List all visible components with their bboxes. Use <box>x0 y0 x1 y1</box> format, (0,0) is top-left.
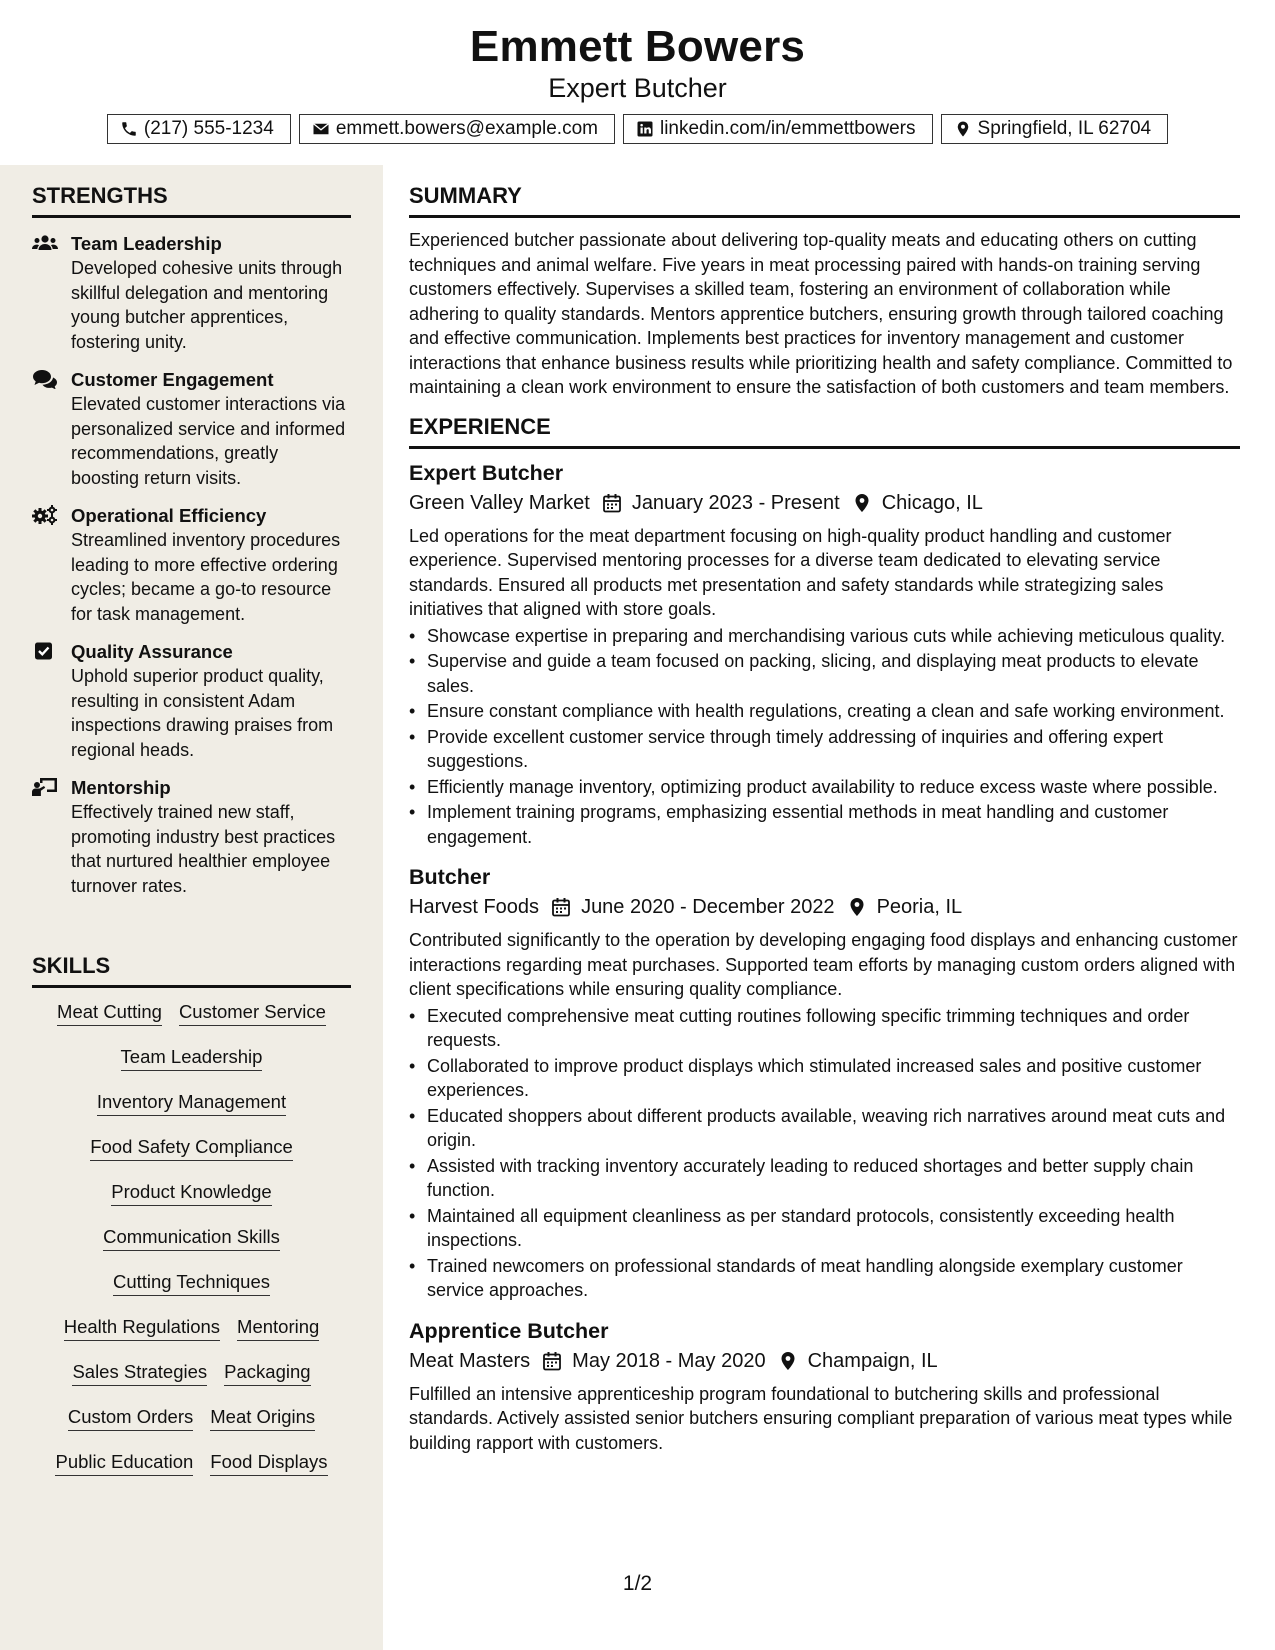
job-company: Meat Masters <box>409 1349 531 1372</box>
comments-icon <box>32 369 58 389</box>
job-bullet: • Implement training programs, emphasizing essential methods in meat handling and customer engagement. <box>409 800 1240 849</box>
job-bullet: • Assisted with tracking inventory accurately leading to reduced shortages and better supply chain function. <box>409 1154 1240 1203</box>
job-bullet: • Supervise and guide a team focused on packing, slicing, and displaying meat products to elevate sales. <box>409 649 1240 698</box>
skill-tag: Meat Cutting <box>57 1000 162 1026</box>
map-pin-icon <box>778 1351 798 1371</box>
skill-row <box>32 1450 351 1495</box>
strength-desc: Elevated customer interactions via personalized service and informed recommendations, greatly boosting return visits. <box>71 394 346 488</box>
contact-bar <box>0 114 1275 144</box>
gears-icon <box>32 505 58 525</box>
job-meta <box>409 1346 1240 1376</box>
page-number: 1/2 <box>622 1572 653 1595</box>
job-description: Led operations for the meat department focusing on high-quality product handling and customer experience. Supervised mentoring processes for a diverse team dedicated to elevating service standards. Ensured all products met presentation and safety standards while strategizing sales initiatives that aligned with store goals. <box>409 525 1172 619</box>
calendar-icon <box>551 897 571 917</box>
job-meta <box>409 488 1240 518</box>
phone-icon <box>120 120 138 138</box>
job-title: Butcher <box>409 865 491 889</box>
skill-row <box>32 1270 351 1315</box>
skill-row <box>32 1090 351 1135</box>
skill-tag: Packaging <box>224 1360 310 1386</box>
contact-location-text: Springfield, IL 62704 <box>977 118 1152 139</box>
skill-row <box>32 1225 351 1270</box>
job-bullet: • Collaborated to improve product displays which stimulated increased sales and positive customer experiences. <box>409 1054 1240 1103</box>
contact-phone-text: (217) 555-1234 <box>143 118 274 139</box>
skill-tag: Cutting Techniques <box>113 1270 270 1296</box>
job-entry <box>409 863 1240 1303</box>
job-company: Harvest Foods <box>409 896 540 918</box>
contact-linkedin-text: linkedin.com/in/emmettbowers <box>659 118 916 139</box>
skill-tag: Customer Service <box>179 1000 326 1026</box>
contact-location[interactable] <box>941 114 1169 144</box>
skill-row <box>32 1135 351 1180</box>
skill-row <box>32 1045 351 1090</box>
linkedin-icon <box>636 120 654 138</box>
contact-phone[interactable] <box>107 114 291 144</box>
skill-row <box>32 1180 351 1225</box>
job-bullets <box>409 1004 1240 1303</box>
job-bullet: • Maintained all equipment cleanliness as per standard protocols, consistently exceeding health inspections. <box>409 1204 1240 1253</box>
strength-item <box>32 232 351 354</box>
skill-row <box>32 1405 351 1450</box>
candidate-name: Emmett Bowers <box>469 22 806 71</box>
check-square-icon <box>32 641 58 661</box>
skill-tag: Communication Skills <box>103 1225 280 1251</box>
job-entry <box>409 1317 1240 1456</box>
strength-title: Mentorship <box>71 777 171 798</box>
skill-tag: Meat Origins <box>210 1405 315 1431</box>
map-pin-icon <box>847 897 867 917</box>
skill-tag: Public Education <box>55 1450 193 1476</box>
skill-tag: Health Regulations <box>64 1315 220 1341</box>
job-meta <box>409 892 1240 922</box>
envelope-icon <box>312 120 330 138</box>
sidebar <box>0 165 383 1650</box>
map-pin-icon <box>954 120 972 138</box>
contact-email[interactable] <box>299 114 615 144</box>
job-bullet: • Efficiently manage inventory, optimizing product availability to reduce excess waste where possible. <box>409 775 1240 800</box>
skill-row <box>32 1360 351 1405</box>
skill-tag: Product Knowledge <box>111 1180 271 1206</box>
job-bullet: • Executed comprehensive meat cutting routines following specific trimming techniques and order requests. <box>409 1004 1240 1053</box>
strengths-title: STRENGTHS <box>32 183 351 218</box>
skill-tag: Custom Orders <box>68 1405 193 1431</box>
calendar-icon <box>542 1351 562 1371</box>
map-pin-icon <box>852 493 872 513</box>
strengths-section <box>32 183 351 898</box>
calendar-icon <box>602 493 622 513</box>
job-bullets <box>409 624 1240 850</box>
skill-tag: Mentoring <box>237 1315 319 1341</box>
skill-tag: Food Safety Compliance <box>90 1135 293 1161</box>
skills-list <box>32 1000 351 1495</box>
strength-item <box>32 504 351 626</box>
strength-desc: Effectively trained new staff, promoting industry best practices that nurtured healthier employee turnover rates. <box>71 802 336 896</box>
strength-desc: Uphold superior product quality, resulting in consistent Adam inspections drawing praises from regional heads. <box>71 666 334 760</box>
job-entry <box>409 459 1240 850</box>
job-location: Chicago, IL <box>881 491 983 514</box>
skill-row <box>32 1315 351 1360</box>
strength-title: Team Leadership <box>71 233 222 254</box>
summary-title: SUMMARY <box>409 183 1240 218</box>
job-bullet: • Provide excellent customer service through timely addressing of inquiries and offering expert suggestions. <box>409 725 1240 774</box>
main-column <box>409 165 1240 1455</box>
skills-section <box>32 953 351 1495</box>
job-bullet: • Trained newcomers on professional standards of meat handling alongside exemplary customer service approaches. <box>409 1254 1240 1303</box>
strength-desc: Streamlined inventory procedures leading to more effective ordering cycles; became a go-to resource for task management. <box>71 530 341 624</box>
job-dates: June 2020 - December 2022 <box>581 896 835 918</box>
contact-email-text: emmett.bowers@example.com <box>335 118 598 139</box>
strength-title: Customer Engagement <box>71 369 274 390</box>
job-bullet: • Educated shoppers about different products available, weaving rich narratives around meat cuts and origin. <box>409 1104 1240 1153</box>
job-description: Fulfilled an intensive apprenticeship program foundational to butchering skills and professional standards. Actively assisted senior butchers ensuring compliant preparation of various meat types while building rapport with customers. <box>409 1383 1233 1453</box>
job-bullet: • Ensure constant compliance with health regulations, creating a clean and safe working environment. <box>409 699 1240 724</box>
strength-title: Operational Efficiency <box>71 505 267 526</box>
chalkboard-teacher-icon <box>32 777 58 797</box>
skill-tag: Inventory Management <box>97 1090 286 1116</box>
skill-tag: Team Leadership <box>121 1045 263 1071</box>
job-bullet: • Showcase expertise in preparing and merchandising various cuts while achieving meticulous quality. <box>409 624 1240 649</box>
skills-title: SKILLS <box>32 953 351 988</box>
summary-text: Experienced butcher passionate about delivering top-quality meats and educating others on cutting techniques and animal welfare. Five years in meat processing paired with hands-on training serving customers effectively. Supervises a skilled team, fostering an environment of collaboration while adhering to quality standards. Mentors apprentice butchers, ensuring growth through tailored coaching and effective communication. Implements best practices for inventory management and customer interactions that enhance business results while prioritizing health and safety compliance. Committed to maintaining a clean work environment to ensure the satisfaction of both customers and team members. <box>409 230 1233 397</box>
skill-tag: Sales Strategies <box>72 1360 207 1386</box>
experience-title: EXPERIENCE <box>409 414 1240 449</box>
job-company: Green Valley Market <box>409 491 590 514</box>
job-title: Expert Butcher <box>409 460 564 485</box>
strength-title: Quality Assurance <box>71 641 233 662</box>
skill-tag: Food Displays <box>210 1450 327 1476</box>
job-location: Peoria, IL <box>876 896 963 918</box>
job-dates: May 2018 - May 2020 <box>572 1349 766 1372</box>
strength-item <box>32 640 351 762</box>
skill-row <box>32 1000 351 1045</box>
strength-desc: Developed cohesive units through skillful delegation and mentoring young butcher apprentices, fostering unity. <box>71 258 343 352</box>
resume-header <box>0 0 1275 165</box>
job-description: Contributed significantly to the operation by developing engaging food displays and enhancing customer interactions regarding meat purchases. Supported team efforts by managing custom orders aligned with client specifications while ensuring quality compliance. <box>409 930 1238 999</box>
strength-item <box>32 776 351 898</box>
job-dates: January 2023 - Present <box>631 491 840 514</box>
contact-linkedin[interactable] <box>623 114 933 144</box>
users-icon <box>32 233 58 253</box>
job-location: Champaign, IL <box>807 1349 938 1372</box>
candidate-role: Expert Butcher <box>548 73 727 103</box>
strength-item <box>32 368 351 490</box>
job-title: Apprentice Butcher <box>409 1318 609 1343</box>
